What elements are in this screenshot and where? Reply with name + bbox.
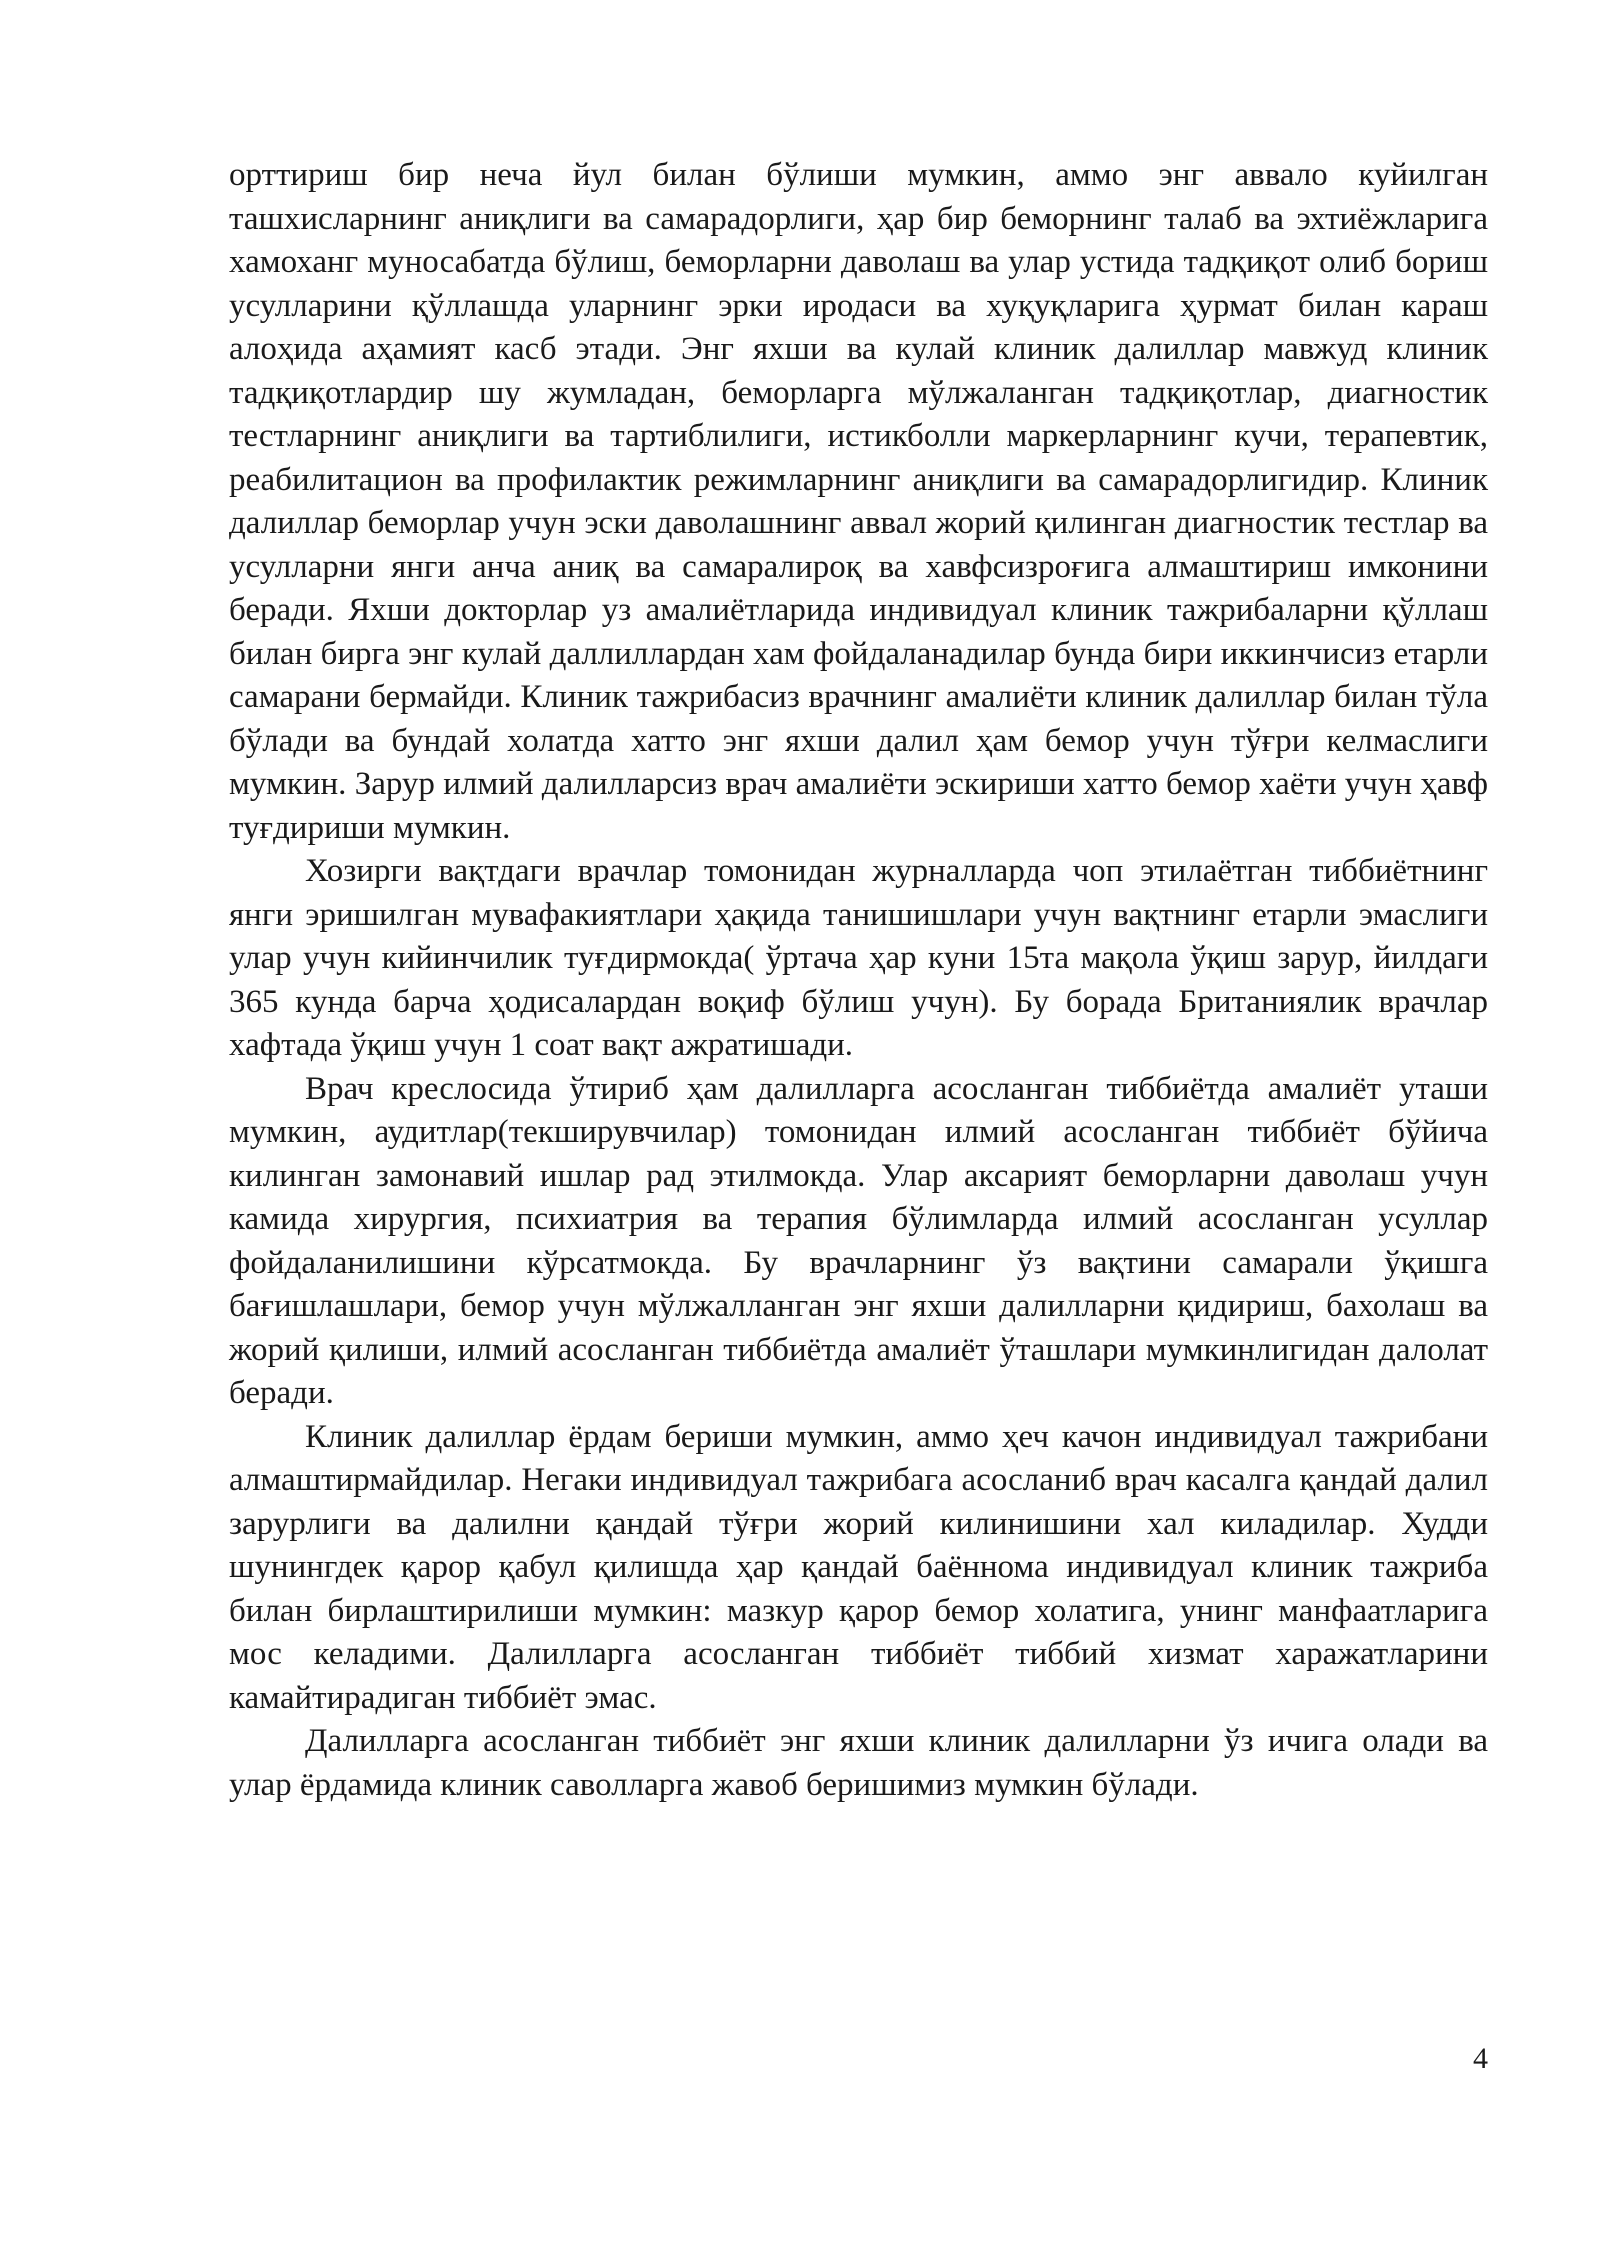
paragraph-1: орттириш бир неча йул билан бўлиши мумкин, аммо энг аввало куйилган ташхисларнинг аниқлиги ва самарадорлиги, ҳар бир беморнинг талаб ва эхтиёжларига хамоханг муносабатда бўлиш, беморларни даволаш ва улар устида тадқиқот олиб бориш усулларини қўллашда уларнинг эрки иродаси ва хуқуқларига ҳурмат билан караш алоҳида аҳамият касб этади. Энг яхши ва кулай клиник далиллар мавжуд клиник тадқиқотлардир шу жумладан, беморларга мўлжаланган тадқиқотлар, диагностик тестларнинг аниқлиги ва тартиблилиги, истикболли маркерларнинг кучи, терапевтик, реабилитацион ва профилактик режимларнинг аниқлиги ва самарадорлигидир. Клиник далиллар беморлар учун эски даволашнинг аввал жорий қилинган диагностик тестлар ва усулларни янги анча аниқ ва самаралироқ ва хавфсизроғига алмаштириш имконини беради. Яхши докторлар уз амалиётларида индивидуал клиник тажрибаларни қўллаш билан бирга энг кулай даллиллардан хам фойдаланадилар бунда бири иккинчисиз етарли самарани бермайди. Клиник тажрибасиз врачнинг амалиёти клиник далиллар билан тўла бўлади ва бундай холатда хатто энг яхши далил ҳам бемор учун тўғри келмаслиги мумкин. Зарур илмий далилларсиз врач амалиёти эскириши хатто бемор хаёти учун ҳавф туғдириши мумкин. xyxy=(229,157,1488,846)
page-number: 4 xyxy=(1473,2042,1488,2075)
body-text xyxy=(229,154,1488,1807)
paragraph-2: Хозирги вақтдаги врачлар томонидан журналларда чоп этилаётган тиббиётнинг янги эришилган мувафакиятлари ҳақида танишишлари учун вақтнинг етарли эмаслиги улар учун кийинчилик туғдирмокда( ўртача ҳар куни 15та мақола ўқиш зарур, йилдаги 365 кунда барча ҳодисалардан воқиф бўлиш учун). Бу борада Британиялик врачлар хафтада ўқиш учун 1 соат вақт ажратишади. xyxy=(229,853,1488,1063)
paragraph-3: Врач креслосида ўтириб ҳам далилларга асосланган тиббиётда амалиёт уташи мумкин, аудитлар(текширувчилар) томонидан илмий асосланган тиббиёт бўйича килинган замонавий ишлар рад этилмокда. Улар аксарият беморларни даволаш учун камида хирургия, психиатрия ва терапия бўлимларда илмий асосланган усуллар фойдаланилишини кўрсатмокда. Бу врачларнинг ўз вақтини самарали ўқишга бағишлашлари, бемор учун мўлжалланган энг яхши далилларни қидириш, бахолаш ва жорий қилиши, илмий асосланган тиббиётда амалиёт ўташлари мумкинлигидан далолат беради. xyxy=(229,1070,1488,1411)
paragraph-4: Клиник далиллар ёрдам бериши мумкин, аммо ҳеч качон индивидуал тажрибани алмаштирмайдилар. Негаки индивидуал тажрибага асосланиб врач касалга қандай далил зарурлиги ва далилни қандай тўғри жорий килинишини хал киладилар. Худди шунингдек қарор қабул қилишда ҳар қандай баённома индивидуал клиник тажриба билан бирлаштирилиши мумкин: мазкур қарор бемор холатига, унинг манфаатларига мос келадими. Далилларга асосланган тиббиёт тиббий хизмат харажатларини камайтирадиган тиббиёт эмас. xyxy=(229,1418,1488,1716)
paragraph-5: Далилларга асосланган тиббиёт энг яхши клиник далилларни ўз ичига олади ва улар ёрдамида клиник саволларга жавоб беришимиз мумкин бўлади. xyxy=(229,1723,1488,1803)
